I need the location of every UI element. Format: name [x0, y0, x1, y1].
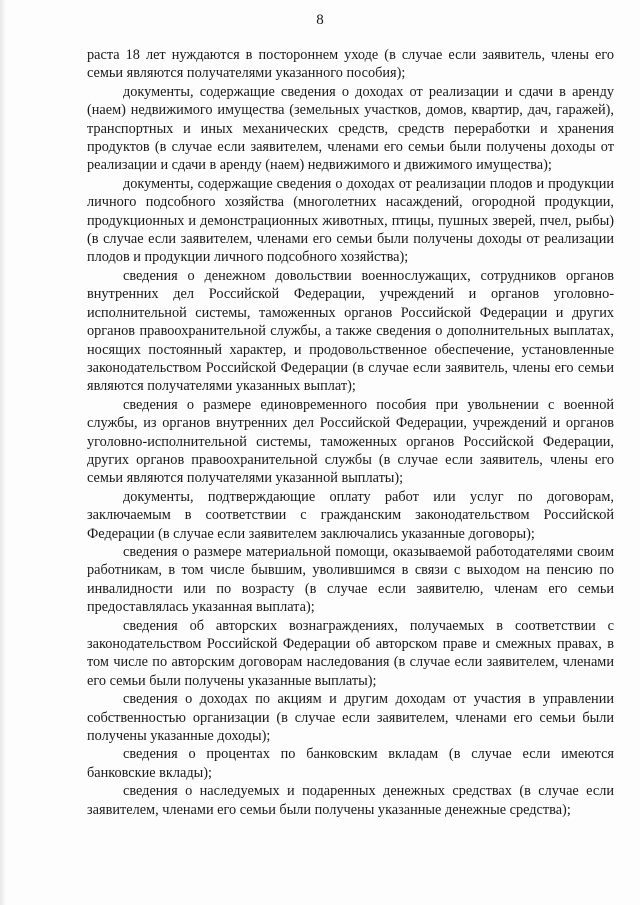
page-number: 8: [316, 12, 324, 28]
paragraph-9: сведения о доходах по акциям и другим доходам от участия в управлении собственностью организации (в случае если заявителем, членами его семьи были получены указанные доходы);: [87, 691, 614, 745]
scan-edge-shadow: [0, 0, 6, 905]
paragraph-11: сведения о наследуемых и подаренных денежных средствах (в случае если заявителем, членами его семьи были получены указанные денежные средства);: [87, 783, 614, 818]
paragraph-2: документы, содержащие сведения о доходах от реализации и сдачи в аренду (наем) недвижимого имущества (земельных участков, домов, квартир, дач, гаражей), транспортных и иных механических средств, средств переработки и хранения продуктов (в случае если заявителем, членами его семьи были получены доходы от реализации и сдачи в аренду (наем) недвижимого и движимого имущества);: [87, 83, 614, 174]
paragraph-5: сведения о размере единовременного пособия при увольнении с военной службы, из органов внутренних дел Российской Федерации, учреждений и органов уголовно-исполнительной системы, таможенных органов Российской Федерации, других органов правоохранительной службы (в случае если заявитель, члены его семьи являются получателями указанной выплаты);: [87, 396, 614, 487]
paragraph-1: раста 18 лет нуждаются в постороннем уходе (в случае если заявитель, члены его семьи являются получателями указанного пособия);: [87, 47, 614, 82]
paragraph-7: сведения о размере материальной помощи, оказываемой работодателями своим работникам, в том числе бывшим, уволившимся в связи с выходом на пенсию по инвалидности или по возрасту (в случае если заявителю, членам его семьи предоставлялась указанная выплата);: [87, 543, 614, 616]
paragraph-8: сведения об авторских вознаграждениях, получаемых в соответствии с законодательством Российской Федерации об авторском праве и смежных правах, в том числе по авторским договорам наследования (в случае если заявителем, членами его семьи были получены указанные выплаты);: [87, 617, 614, 689]
paragraph-10: сведения о процентах по банковским вкладам (в случае если имеются банковские вклады);: [87, 746, 614, 781]
paragraph-6: документы, подтверждающие оплату работ или услуг по договорам, заключаемым в соответствии с гражданским законодательством Российской Федерации (в случае если заявителем заключались указанные договоры);: [87, 488, 614, 542]
paragraph-3: документы, содержащие сведения о доходах от реализации плодов и продукции личного подсобного хозяйства (многолетних насаждений, огородной продукции, продукционных и демонстрационных животных, птицы, пушных зверей, пчел, рыбы) (в случае если заявителем, членами его семьи были получены доходы от реализации плодов и продукции личного подсобного хозяйства);: [87, 175, 614, 266]
document-body: [87, 46, 614, 819]
paragraph-4: сведения о денежном довольствии военнослужащих, сотрудников органов внутренних дел Российской Федерации, учреждений и органов уголовно-исполнительной системы, таможенных органов Российской Федерации и других органов правоохранительной службы, а также сведения о дополнительных выплатах, носящих постоянный характер, и продовольственное обеспечение, установленные законодательством Российской Федерации (в случае если заявитель, члены его семьи являются получателями указанных выплат);: [87, 267, 614, 395]
